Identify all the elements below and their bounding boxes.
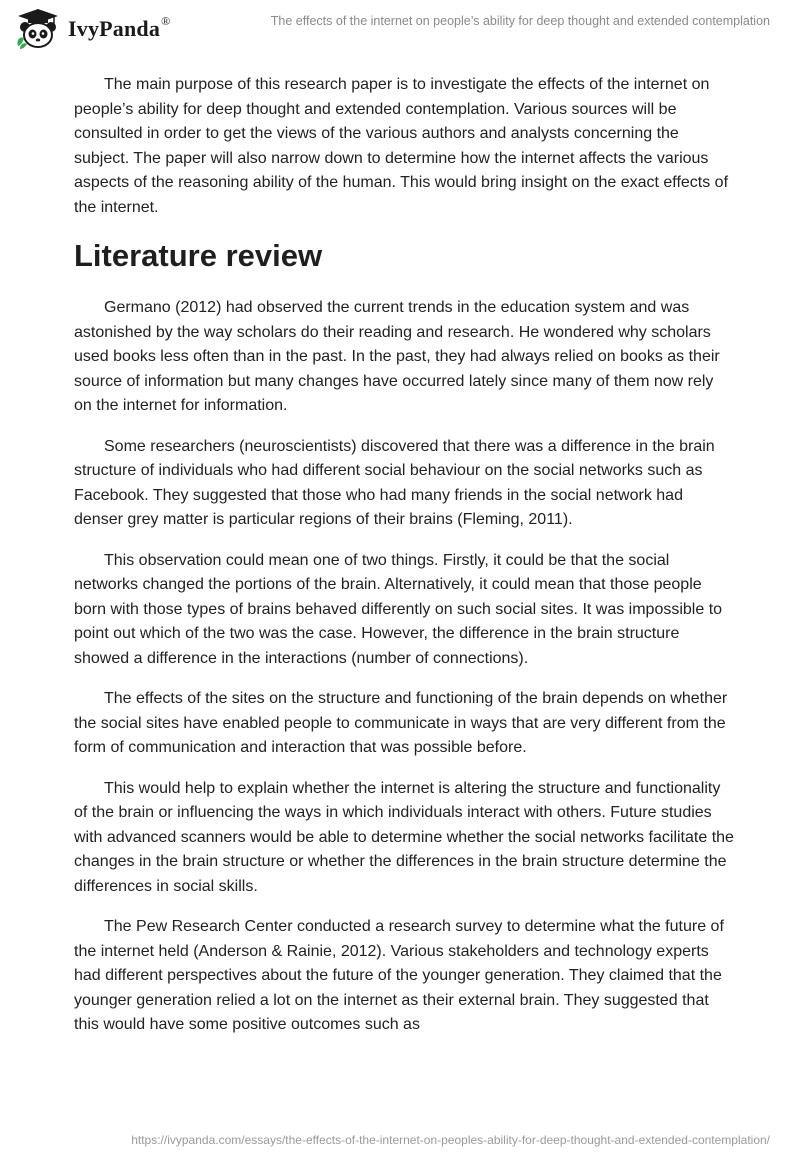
registered-mark: ®	[161, 14, 171, 28]
intro-paragraph: The main purpose of this research paper is to investigate the effects of the internet on people’s ability for deep thought and extended contemplation. Various sources will be consulted in order to get the views of the various authors and analysts concerning the subject. The paper will also narrow down to determine how the internet affects the various aspects of the reasoning ability of the human. This would bring insight on the exact effects of the internet.	[74, 76, 729, 216]
body-paragraph: Some researchers (neuroscientists) discovered that there was a difference in the brain structure of individuals who had different social behaviour on the social networks such as Facebook. They suggested that those who had many friends in the social network had denser grey matter is particular regions of their brains (Fleming, 2011).	[74, 437, 715, 528]
body-paragraph: The effects of the sites on the structure and functioning of the brain depends on whether the social sites have enabled people to communicate in ways that are very different from the form of communication and interaction that was possible before.	[74, 690, 728, 756]
logo-text	[68, 16, 170, 42]
source-url-link[interactable]: https://ivypanda.com/essays/the-effects-of-the-internet-on-peoples-ability-for-deep-thought-and-extended-contemplation/	[131, 1133, 770, 1147]
section-heading: Literature review	[74, 238, 323, 273]
body-paragraph: This observation could mean one of two things. Firstly, it could be that the social networks changed the portions of the brain. Alternatively, it could mean that those people born with those types of brains behaved differently on such social sites. It was impossible to point out which of the two was the case. However, the difference in the brain structure showed a difference in the interactions (number of connections).	[74, 551, 723, 667]
ivypanda-logo[interactable]	[14, 8, 170, 50]
essay-content	[74, 73, 734, 1054]
body-paragraph: Germano (2012) had observed the current trends in the education system and was astonished by the way scholars do their reading and research. He wondered why scholars used books less often than in the past. In the past, they had always relied on books as their source of information but many changes have occurred lately since many of them now rely on the internet for information.	[74, 299, 720, 414]
panda-graduate-icon	[14, 8, 62, 50]
body-paragraph: The Pew Research Center conducted a research survey to determine what the future of the internet held (Anderson & Rainie, 2012). Various stakeholders and technology experts had different perspectives about the future of the younger generation. They claimed that the younger generation relied a lot on the internet as their external brain. They suggested that this would have some positive outcomes such as	[74, 918, 724, 1033]
page-header	[0, 0, 800, 56]
logo-wordmark: IvyPanda	[68, 16, 161, 41]
document-title: The effects of the internet on people’s ability for deep thought and extended contemplation	[270, 14, 770, 28]
body-paragraph: This would help to explain whether the internet is altering the structure and functionality of the brain or influencing the ways in which individuals interact with others. Future studies with advanced scanners would be able to determine whether the social networks facilitate the changes in the brain structure or whether the differences in the brain structure determine the differences in social skills.	[74, 779, 734, 895]
